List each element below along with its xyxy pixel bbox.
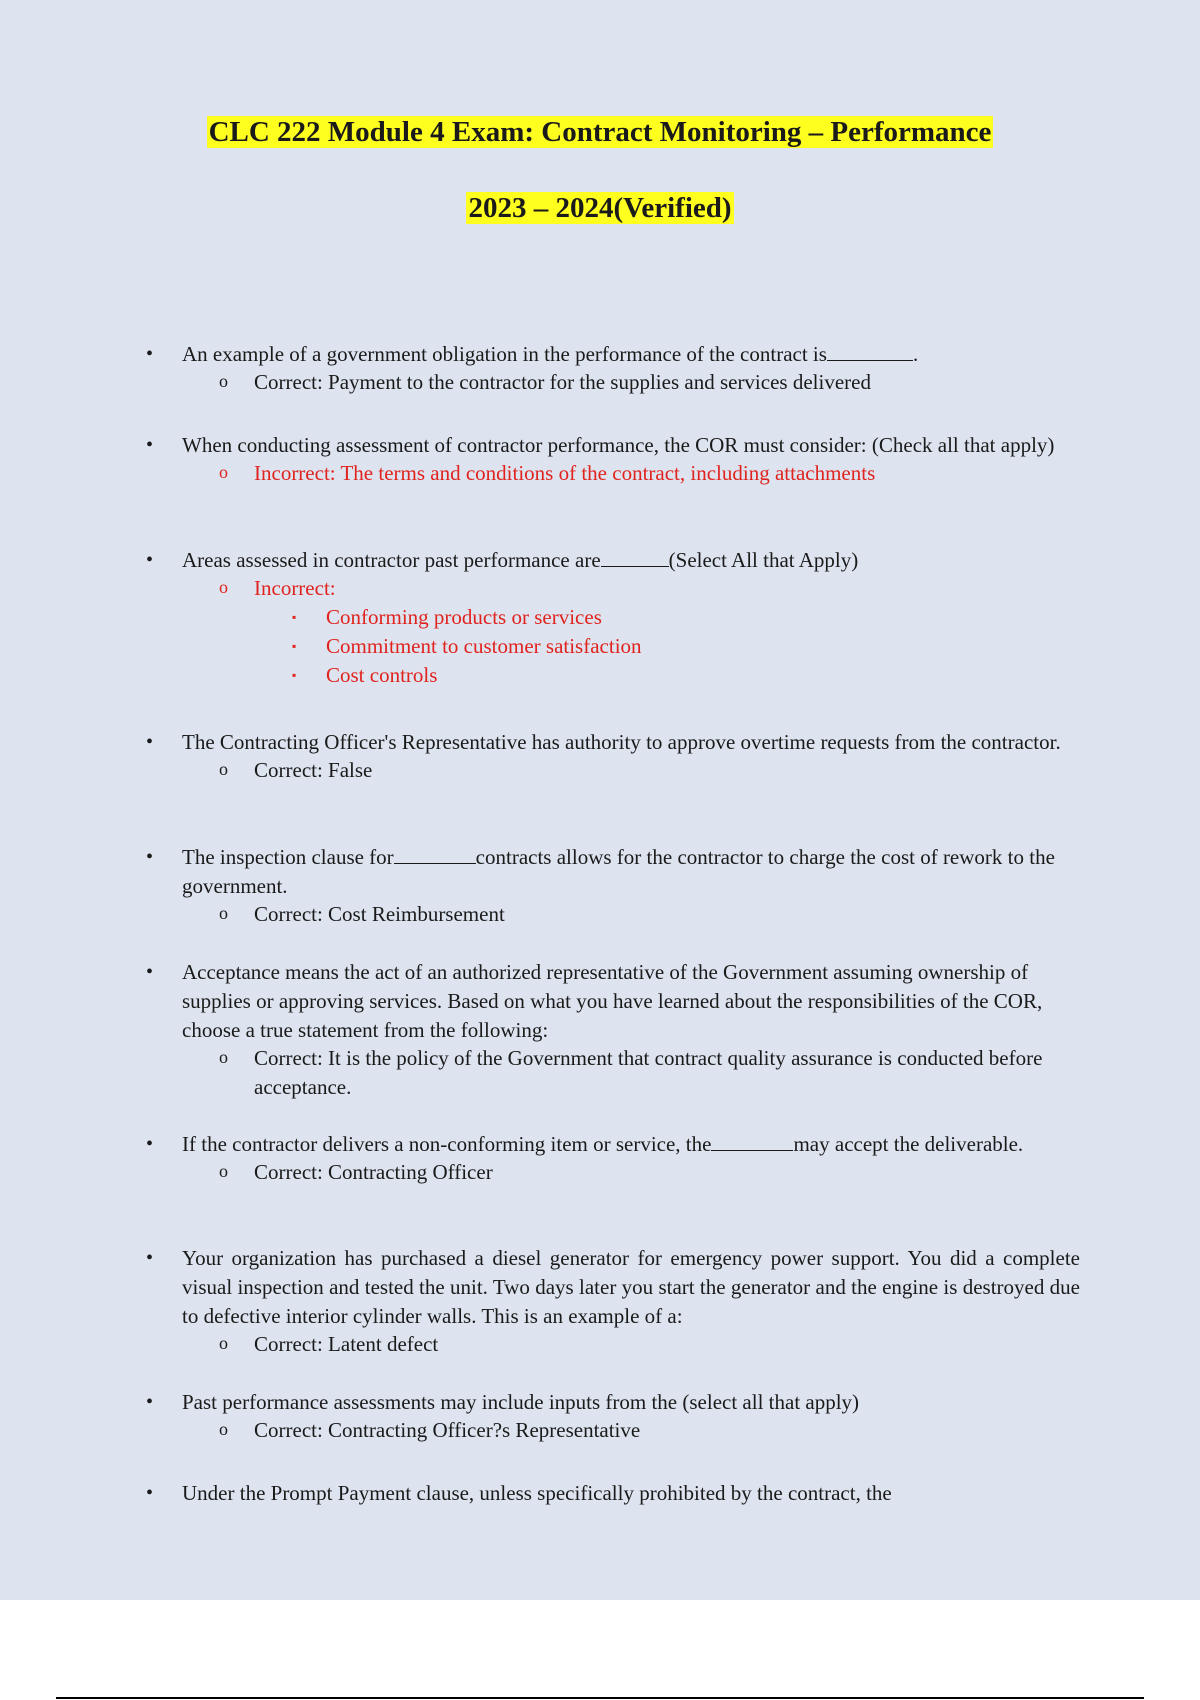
answer-7: o Correct: Contracting Officer [0,1158,1200,1187]
page-divider [56,1697,1144,1699]
question-10: • Under the Prompt Payment clause, unless specifically prohibited by the contract, the [0,1479,1200,1508]
qa-item-8 [0,1244,1200,1359]
answer-blank [711,1132,793,1151]
question-6: • Acceptance means the act of an authorized representative of the Government assuming ownership of supplies or approving services. Based on what you have learned about the responsibilities of the COR, choose a true statement from the following: [0,958,1200,1045]
question-8: • Your organization has purchased a diesel generator for emergency power support. You did a complete visual inspection and tested the unit. Two days later you start the generator and the engine is destroyed due to defective interior cylinder walls. This is an example of a: [0,1244,1200,1331]
qa-item-4 [0,728,1200,785]
question-5: • The inspection clause for contracts allows for the contractor to charge the cost of rework to the government. [0,843,1200,901]
sub-item: ▪ Commitment to customer satisfaction [0,632,1200,661]
answer-3: o Incorrect: [0,574,1200,603]
question-7: • If the contractor delivers a non-conforming item or service, the may accept the deliverable. [0,1130,1200,1159]
qa-item-3 [0,546,1200,690]
question-1: • An example of a government obligation in the performance of the contract is . [0,340,1200,369]
answer-blank [601,548,669,567]
answer-9: o Correct: Contracting Officer?s Representative [0,1416,1200,1445]
sub-item: ▪ Conforming products or services [0,603,1200,632]
qa-item-1 [0,340,1200,397]
answer-4: o Correct: False [0,756,1200,785]
question-3: • Areas assessed in contractor past performance are (Select All that Apply) [0,546,1200,575]
sub-item: ▪ Cost controls [0,661,1200,690]
qa-item-6 [0,958,1200,1102]
qa-item-10 [0,1479,1200,1508]
question-4: • The Contracting Officer's Representative has authority to approve overtime requests from the contractor. [0,728,1200,757]
qa-item-2 [0,431,1200,488]
qa-item-7 [0,1130,1200,1187]
answer-6: o Correct: It is the policy of the Government that contract quality assurance is conducted before acceptance. [0,1044,1200,1102]
question-9: • Past performance assessments may include inputs from the (select all that apply) [0,1388,1200,1417]
answer-1: o Correct: Payment to the contractor for the supplies and services delivered [0,368,1200,397]
document-title-line-2: 2023 – 2024(Verified) [468,192,732,224]
answer-blank [394,845,476,864]
question-2: • When conducting assessment of contractor performance, the COR must consider: (Check all that apply) [0,431,1200,460]
answer-blank [827,342,913,361]
qa-item-9 [0,1388,1200,1445]
answer-8: o Correct: Latent defect [0,1330,1200,1359]
document-title-line-1: CLC 222 Module 4 Exam: Contract Monitoring – Performance [208,116,992,148]
answer-5: o Correct: Cost Reimbursement [0,900,1200,929]
answer-2: o Incorrect: The terms and conditions of the contract, including attachments [0,459,1200,488]
qa-item-5 [0,843,1200,929]
